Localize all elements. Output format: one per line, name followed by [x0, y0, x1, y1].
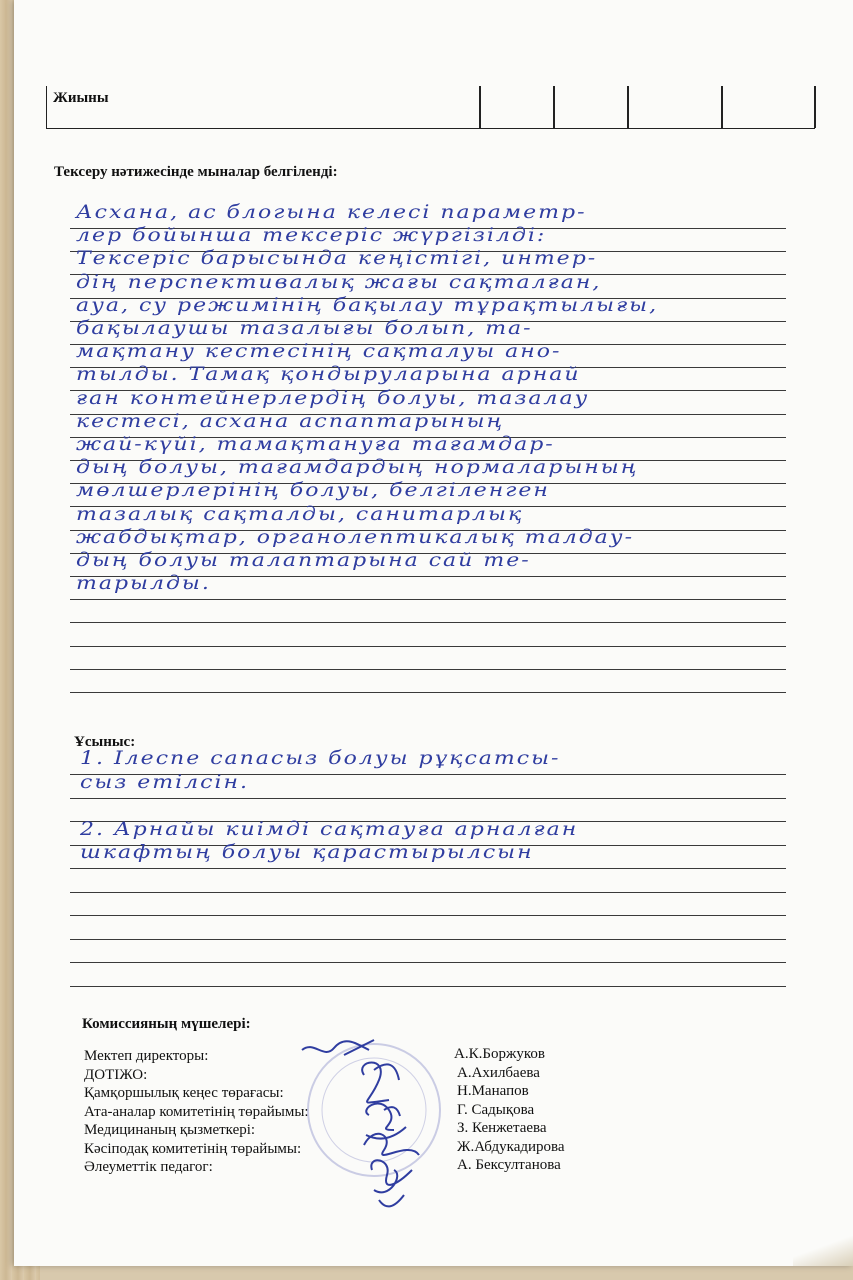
handwritten-recommendation-line: шкафтың болуы қарастырылсын [80, 841, 534, 864]
handwritten-finding-line: кестесі, асхана аспаптарының [76, 410, 505, 432]
signature-4 [364, 1127, 419, 1155]
member-name: А.К.Боржуков [454, 1046, 545, 1062]
handwritten-recommendation-line: 2. Арнайы киімді сақтауға арналған [80, 818, 579, 840]
recommendation-heading: Ұсыныс: [74, 734, 136, 750]
member-name: Н.Манапов [457, 1083, 529, 1099]
ruled-line [70, 646, 786, 647]
signature-6 [379, 1195, 404, 1206]
handwritten-finding-line: тазалық сақталды, санитарлық [76, 503, 524, 525]
page-corner [793, 1236, 853, 1266]
commission-heading: Комиссияның мүшелері: [82, 1016, 251, 1032]
member-name: А.Ахилбаева [457, 1064, 540, 1081]
handwritten-finding-line: ауа, су режимінің бақылау тұрақтылығы, [76, 294, 659, 316]
ruled-line [70, 892, 786, 893]
ruled-line [70, 962, 786, 963]
totals-table [46, 86, 815, 129]
totals-label: Жиыны [53, 90, 109, 106]
table-column-divider [627, 86, 629, 128]
member-role: ДОТІЖО: [84, 1066, 148, 1083]
ruled-line [70, 868, 786, 869]
member-role: Әлеуметтік педагог: [84, 1159, 213, 1175]
ruled-line [70, 939, 786, 940]
handwritten-finding-line: жай-күйі, тамақтануға тағамдар- [76, 433, 555, 456]
member-name: З. Кенжетаева [457, 1120, 547, 1136]
table-column-divider [553, 86, 555, 128]
ruled-line [70, 669, 786, 670]
handwritten-recommendation-line: 1. Ілеспе сапасыз болуы рұқсатсы- [80, 747, 561, 770]
handwritten-finding-line: бақылаушы тазалығы болып, та- [76, 317, 533, 340]
round-stamp [308, 1044, 440, 1176]
table-column-divider [721, 86, 723, 128]
handwritten-finding-line: мөлшерлерінің болуы, белгіленген [76, 480, 550, 502]
ruled-line [70, 599, 786, 600]
handwritten-finding-line: тарылды. [76, 573, 211, 595]
inspection-document-page [14, 0, 853, 1266]
ruled-line [70, 798, 786, 799]
handwritten-finding-line: тылды. Тамақ қондыруларына арнай [76, 364, 581, 386]
ruled-line [70, 915, 786, 916]
ruled-line [70, 692, 786, 693]
signature-2 [362, 1063, 399, 1103]
member-role: Мектеп директоры: [84, 1048, 209, 1064]
handwritten-finding-line: дың болуы, тағамдардың нормаларының [76, 457, 639, 479]
member-role: Ата-аналар комитетінің төрайымы: [84, 1103, 309, 1120]
ruled-line [70, 622, 786, 623]
handwritten-finding-line: Тексеріс барысында кеңістігі, интер- [76, 248, 598, 270]
member-role: Қамқоршылық кеңес төрағасы: [84, 1085, 284, 1101]
member-role: Кәсіподақ комитетінің төрайымы: [84, 1140, 302, 1157]
handwritten-finding-line: лер бойынша тексеріс жүргізілді: [76, 225, 547, 247]
handwritten-recommendation-line: сыз етілсін. [80, 771, 249, 793]
findings-heading: Тексеру нәтижесінде мыналар белгіленді: [54, 164, 338, 180]
handwritten-finding-line: жабдықтар, органолептикалық талдау- [76, 526, 634, 548]
director-signature [302, 1040, 374, 1055]
handwritten-finding-line: мақтану кестесінің сақталуы ано- [76, 341, 562, 363]
ruled-line [70, 986, 786, 987]
table-column-divider [479, 86, 481, 128]
member-name: Г. Садықова [457, 1101, 535, 1118]
signatures-and-stamp [294, 1030, 474, 1220]
member-name: Ж.Абдукадирова [457, 1138, 565, 1155]
handwritten-finding-line: ған контейнерлердің болуы, тазалау [76, 387, 590, 409]
handwritten-finding-line: Асхана, ас блогына келесі параметр- [76, 201, 587, 224]
table-column-divider [814, 86, 816, 128]
handwritten-finding-line: дың болуы талаптарына сай те- [76, 549, 531, 572]
member-role: Медицинаның қызметкері: [84, 1122, 256, 1138]
signature-3 [366, 1104, 400, 1130]
member-name: А. Бексултанова [457, 1157, 561, 1173]
handwritten-finding-line: дің перспективалық жағы сақталған, [76, 271, 602, 293]
